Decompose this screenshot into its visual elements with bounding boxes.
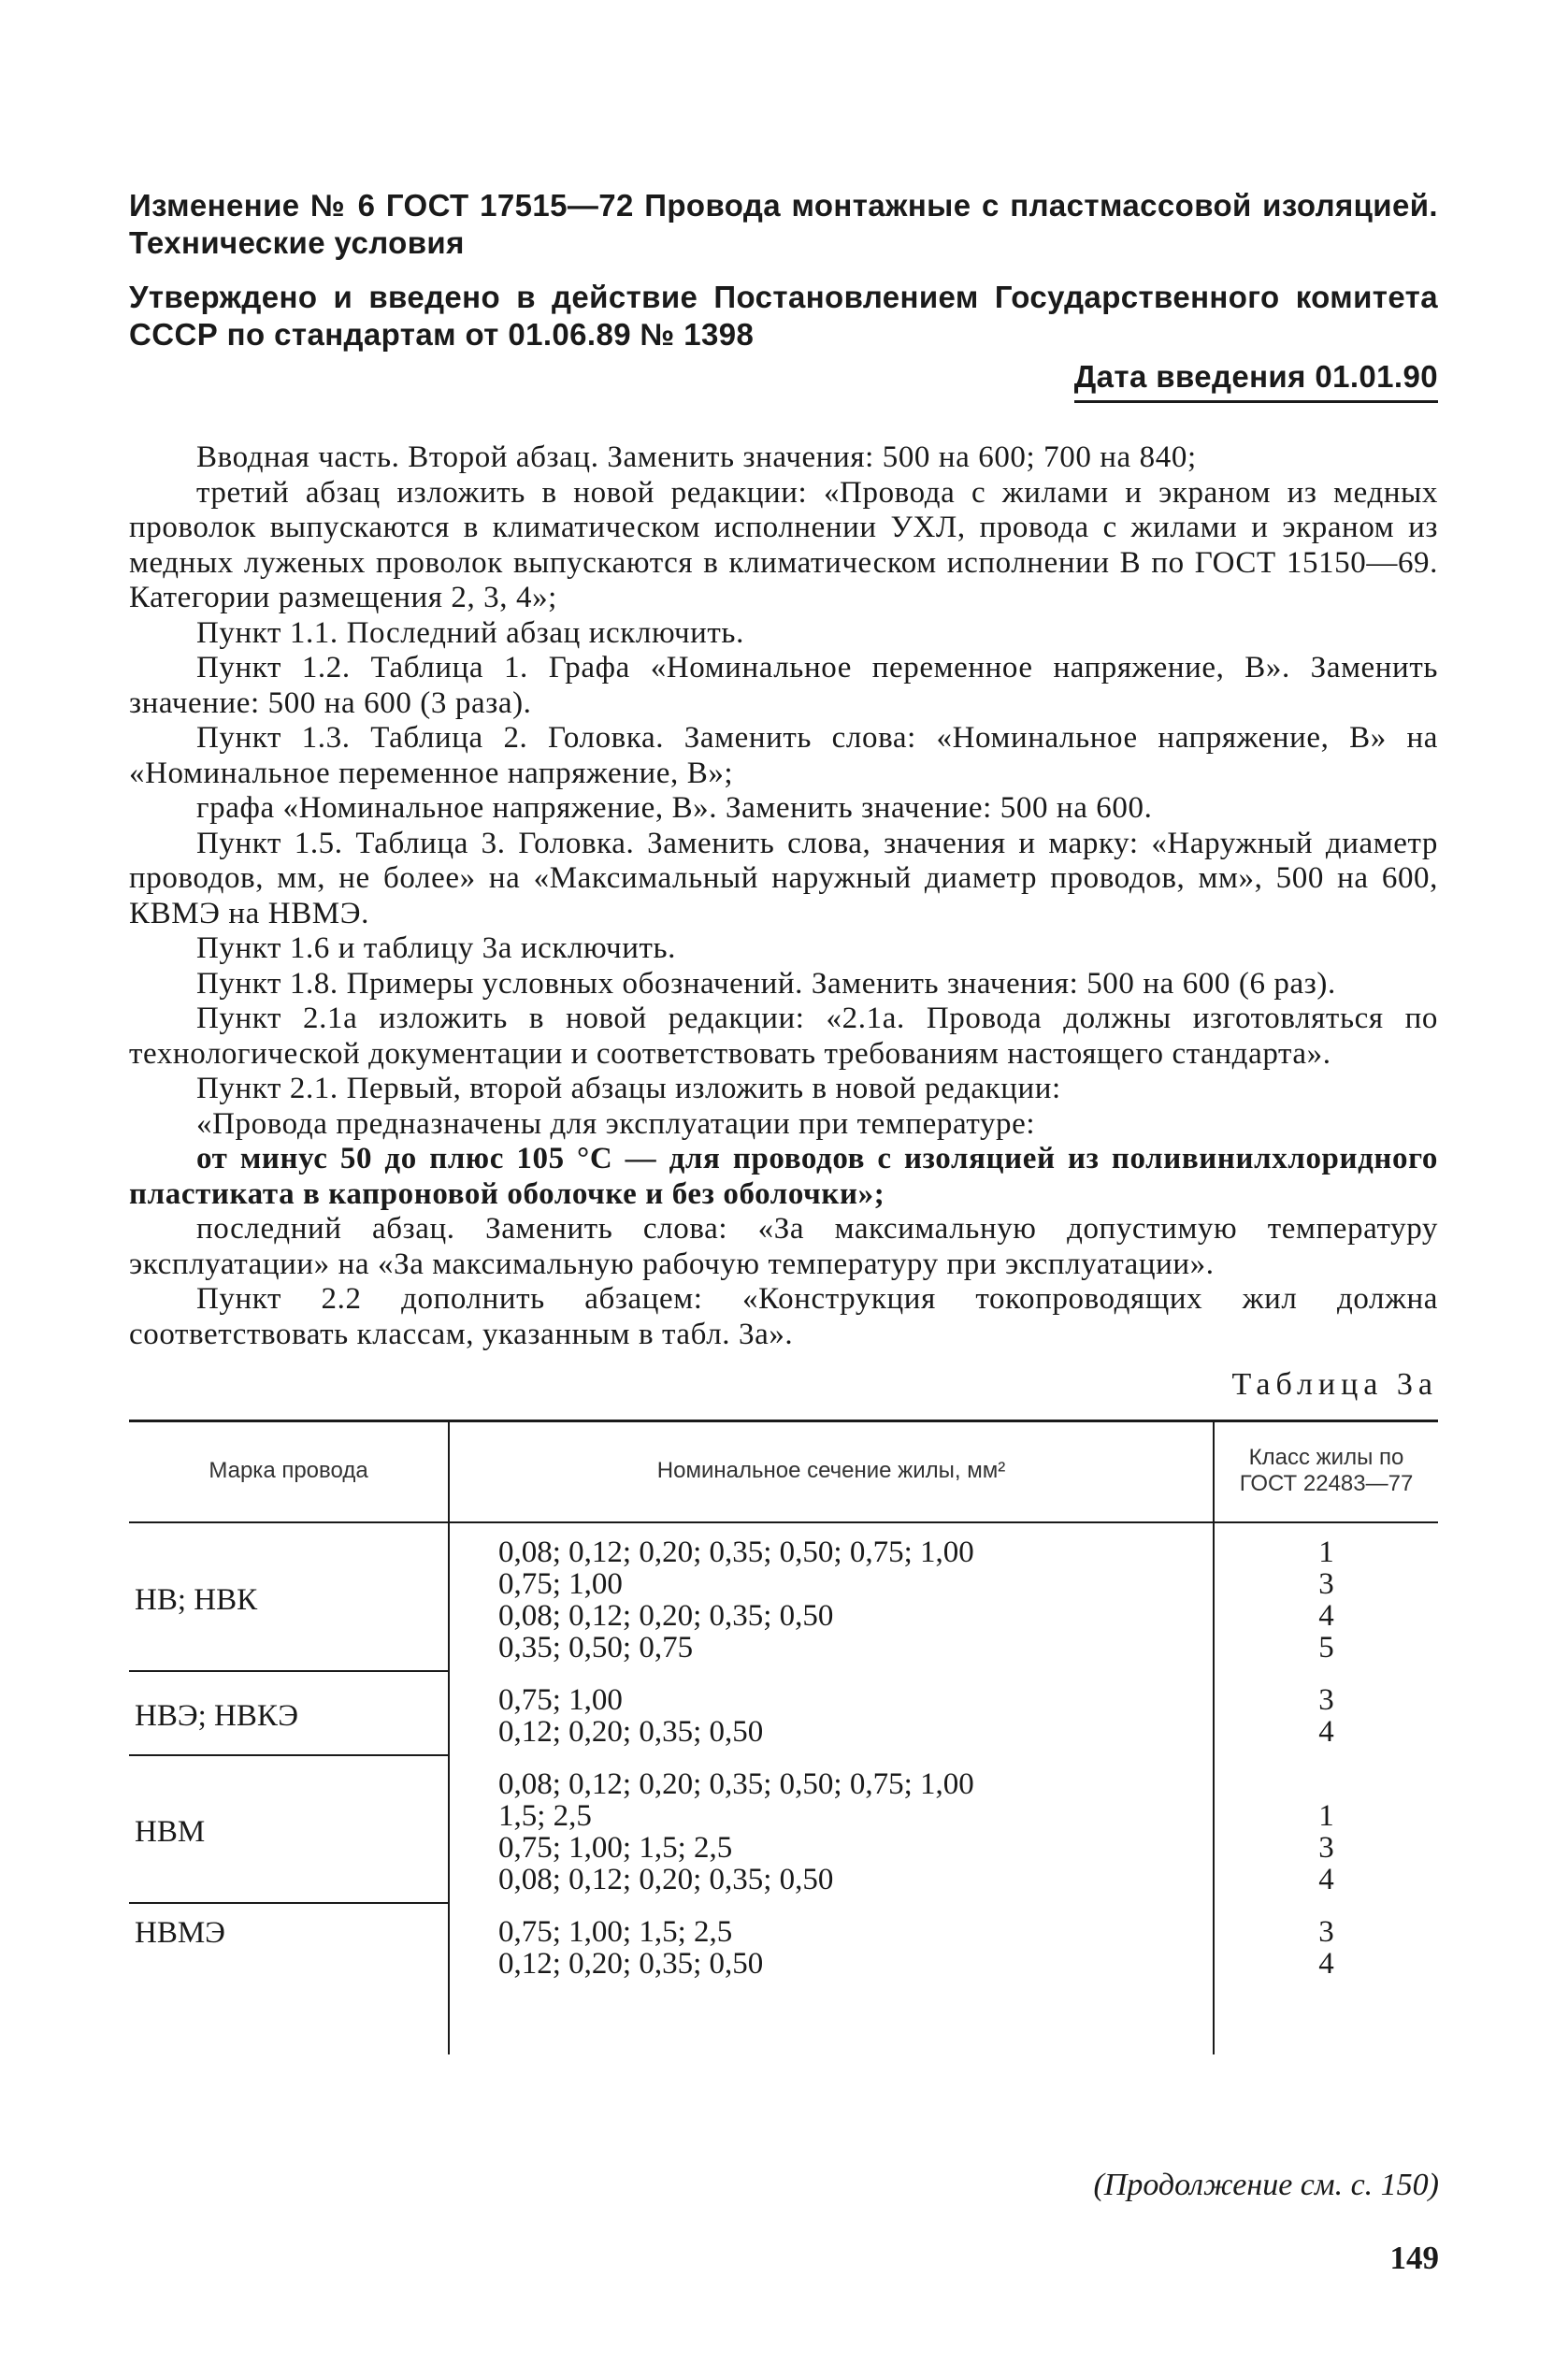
paragraph: графа «Номинальное напряжение, В». Заменить значение: 500 на 600. <box>196 791 1153 825</box>
class-value: 4 <box>1318 1863 1334 1896</box>
class-value: 1 <box>1318 1799 1334 1833</box>
class-value: 4 <box>1318 1715 1334 1749</box>
class-value: 3 <box>1318 1915 1334 1949</box>
table-row <box>129 1755 1438 1903</box>
effective-date-row <box>129 359 1438 403</box>
section-value: 0,12; 0,20; 0,35; 0,50 <box>498 1947 764 1981</box>
continuation-note: (Продолжение см. с. 150) <box>1093 2168 1439 2202</box>
section-value: 0,08; 0,12; 0,20; 0,35; 0,50; 0,75; 1,00 <box>498 1767 974 1801</box>
class-value: 4 <box>1318 1599 1334 1633</box>
amendment-title: Изменение № 6 ГОСТ 17515—72 Провода монтажные с пластмассовой изоляцией. Технические условия <box>129 188 1438 260</box>
class-value: 1 <box>1318 1535 1334 1569</box>
section-value: 0,08; 0,12; 0,20; 0,35; 0,50; 0,75; 1,00 <box>498 1535 974 1569</box>
class-value: 3 <box>1318 1831 1334 1865</box>
paragraph: Пункт 1.2. Таблица 1. Графа «Номинальное переменное напряжение, В». Заменить значение: 500 на 600 (3 раза). <box>129 651 1438 720</box>
section-value: 0,08; 0,12; 0,20; 0,35; 0,50 <box>498 1599 834 1633</box>
section-cell <box>449 1903 1214 2054</box>
brand-cell: НВЭ; НВКЭ <box>129 1671 449 1755</box>
class-cell <box>1214 1522 1438 1671</box>
document-page <box>129 187 1438 2054</box>
header-brand: Марка провода <box>129 1421 449 1523</box>
class-value: 5 <box>1318 1631 1334 1665</box>
brand-cell: НВ; НВК <box>129 1522 449 1671</box>
table-header-row <box>129 1421 1438 1523</box>
class-cell <box>1214 1755 1438 1903</box>
section-value: 0,12; 0,20; 0,35; 0,50 <box>498 1715 764 1749</box>
header-class: Класс жилы по ГОСТ 22483—77 <box>1214 1421 1438 1523</box>
table-row <box>129 1903 1438 2054</box>
brand-cell: НВМ <box>129 1755 449 1903</box>
section-value: 0,08; 0,12; 0,20; 0,35; 0,50 <box>498 1863 834 1896</box>
paragraph: Пункт 1.6 и таблицу 3а исключить. <box>196 931 677 965</box>
header-section: Номинальное сечение жилы, мм² <box>449 1421 1214 1523</box>
paragraph: Пункт 1.5. Таблица 3. Головка. Заменить слова, значения и марку: «Наружный диаметр проводов, мм, не более» на «Максимальный наружный диаметр проводов, мм», 500 на 600, КВМЭ на НВМЭ. <box>129 826 1438 930</box>
class-value: 3 <box>1318 1567 1334 1601</box>
paragraph: Пункт 2.1а изложить в новой редакции: «2.1а. Провода должны изготовляться по технологической документации и соответствовать требованиям настоящего стандарта». <box>129 1002 1438 1071</box>
paragraph: Пункт 1.3. Таблица 2. Головка. Заменить слова: «Номинальное напряжение, В» на «Номинальное переменное напряжение, В»; <box>129 721 1438 790</box>
section-value: 0,75; 1,00 <box>498 1683 623 1717</box>
table-row <box>129 1671 1438 1755</box>
class-value: 3 <box>1318 1683 1334 1717</box>
section-cell <box>449 1522 1214 1671</box>
conductor-class-table <box>129 1420 1438 2054</box>
class-value: 4 <box>1318 1947 1334 1981</box>
paragraph: последний абзац. Заменить слова: «За максимальную допустимую температуру эксплуатации» на «За максимальную рабочую температуру при эксплуатации». <box>129 1212 1438 1281</box>
approval-statement: Утверждено и введено в действие Постановлением Государственного комитета СССР по стандартам от 01.06.89 № 1398 <box>129 280 1438 352</box>
class-value <box>1215 1768 1438 1800</box>
paragraph: Пункт 1.1. Последний абзац исключить. <box>196 615 744 650</box>
effective-date: Дата введения 01.01.90 <box>1074 359 1438 403</box>
section-cell <box>449 1755 1214 1903</box>
section-value: 0,75; 1,00; 1,5; 2,5 <box>498 1915 733 1949</box>
amendment-body <box>129 440 1438 1352</box>
section-value: 1,5; 2,5 <box>498 1799 592 1833</box>
paragraph: от минус 50 до плюс 105 °С — для проводов с изоляцией из поливинилхлоридного пластиката в капроновой оболочке и без оболочки»; <box>129 1142 1438 1211</box>
section-cell <box>449 1671 1214 1755</box>
paragraph: Вводная часть. Второй абзац. Заменить значения: 500 на 600; 700 на 840; <box>196 440 1197 474</box>
paragraph: «Провода предназначены для эксплуатации при температуре: <box>196 1106 1036 1141</box>
table-row <box>129 1522 1438 1671</box>
section-value: 0,75; 1,00 <box>498 1567 623 1601</box>
paragraph: Пункт 1.8. Примеры условных обозначений. Заменить значения: 500 на 600 (6 раз). <box>196 966 1336 1001</box>
page-number: 149 <box>1389 2240 1439 2276</box>
section-value: 0,75; 1,00; 1,5; 2,5 <box>498 1831 733 1865</box>
paragraph: Пункт 2.1. Первый, второй абзацы изложить в новой редакции: <box>196 1072 1061 1105</box>
table-title: Таблица 3а <box>1231 1367 1438 1402</box>
paragraph: Пункт 2.2 дополнить абзацем: «Конструкция токопроводящих жил должна соответствовать классам, указанным в табл. 3а». <box>129 1282 1438 1351</box>
section-value: 0,35; 0,50; 0,75 <box>498 1631 694 1665</box>
paragraph: третий абзац изложить в новой редакции: «Провода с жилами и экраном из медных проволок выпускаются в климатическом исполнении УХЛ, провода с жилами и экраном из медных луженых проволок выпускаются в климатическом исполнении В по ГОСТ 15150—69. Категории размещения 2, 3, 4»; <box>129 475 1438 614</box>
class-cell <box>1214 1671 1438 1755</box>
brand-cell: НВМЭ <box>129 1903 449 2054</box>
class-cell <box>1214 1903 1438 2054</box>
